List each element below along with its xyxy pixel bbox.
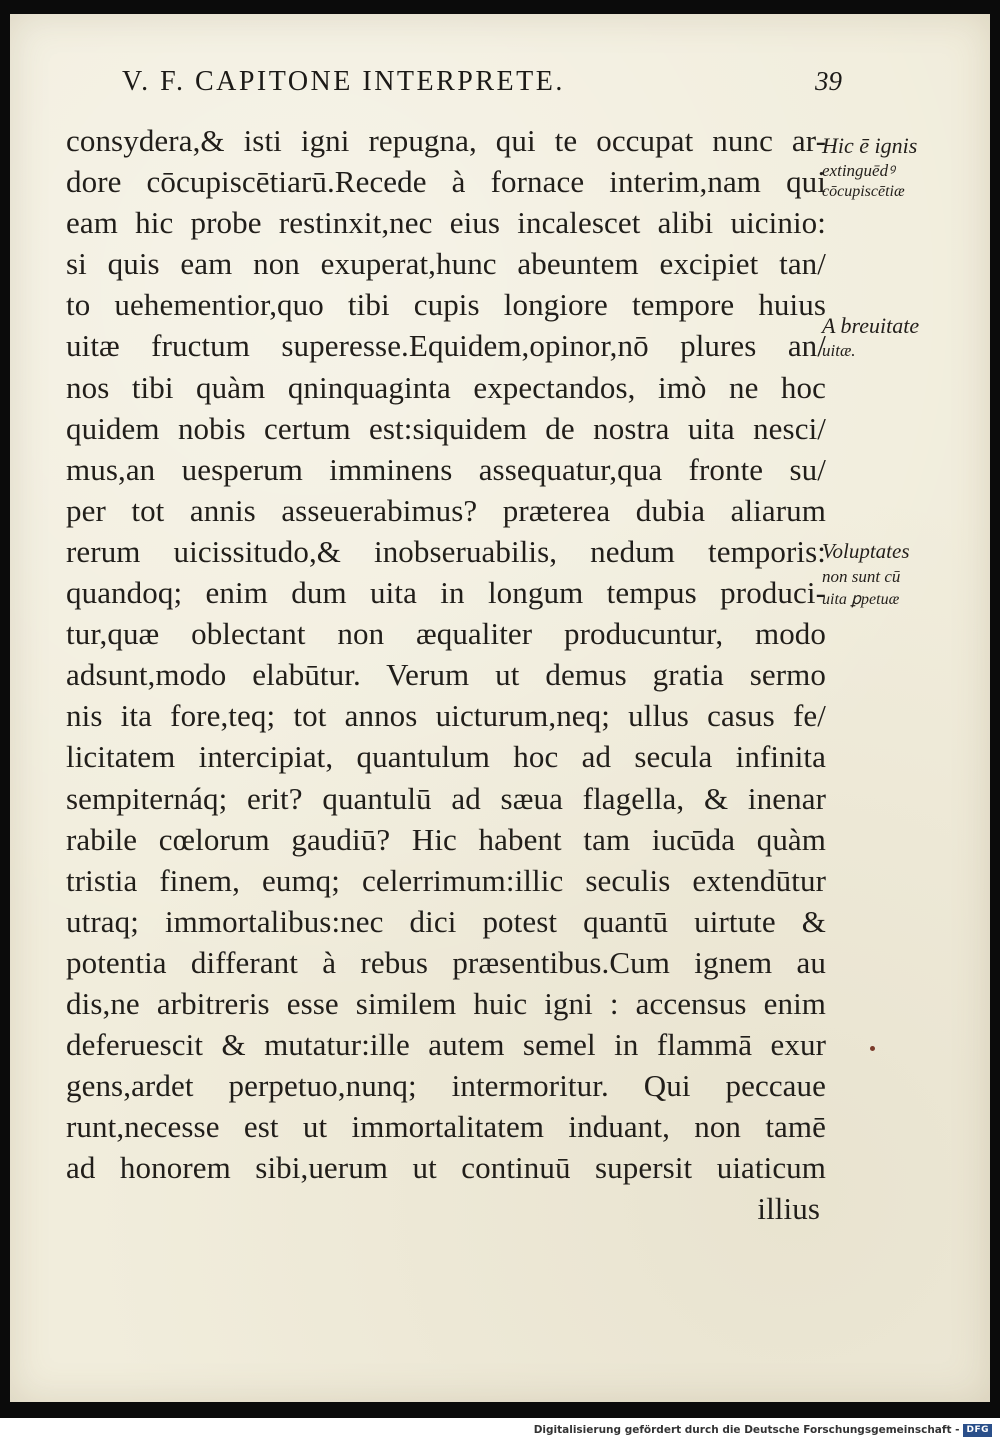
text-line: to uehementior,quo tibi cupis longiore tempore huius [66,287,826,323]
text-line: nis ita fore,teq; tot annos uicturum,neq; ullus casus fe/ [66,698,826,734]
text-line: deferuescit & mutatur:ille autem semel in flammā exur [66,1027,826,1063]
marginal-note-pleasures [822,538,972,611]
marginal-line: uita ꝑpetuæ [822,591,900,608]
text-line: potentia differant à rebus præsentibus.Cum ignem au [66,944,826,980]
ink-speck [870,1046,875,1051]
text-line: runt,necesse est ut immortalitatem induant, non tamē [66,1109,826,1145]
text-line: dis,ne arbitreris esse similem huic igni : accensus enim [66,985,826,1021]
text-line: licitatem intercipiat, quantulum hoc ad secula infinita [66,739,826,775]
text-line: per tot annis asseuerabimus? præterea dubia aliarum [66,492,826,528]
catchword: illius [757,1191,820,1227]
text-line: si quis eam non exuperat,hunc abeuntem excipiet tan/ [66,246,826,282]
marginal-line: extinguēdꝰ [822,161,895,180]
text-line: eam hic probe restinxit,nec eius incalescet alibi uicinio: [66,205,826,241]
text-line: gens,ardet perpetuo,nunq; intermoritur. Qui peccaue [66,1068,826,1104]
text-line: uitæ fructum superesse.Equidem,opinor,nō plures an/ [66,328,826,364]
marginal-line: Hic ē ignis [822,133,918,158]
marginal-note-brevity [822,312,972,362]
dfg-logo: DFG [963,1424,992,1437]
text-line: quandoq; enim dum uita in longum tempus produci- [66,575,826,611]
text-line: dore cōcupiscētiarū.Recede à fornace interim,nam qui [66,164,826,200]
marginal-line: non sunt cū [822,567,901,586]
text-line: sempiternáq; erit? quantulū ad sæua flagella, & inenar [66,780,826,816]
text-line: rabile cœlorum gaudiū? Hic habent tam iucūda quàm [66,821,826,857]
marginal-line: cōcupiscētiæ [822,183,905,200]
text-line: tur,quæ oblectant non æqualiter producuntur, modo [66,616,826,652]
credit-text: Digitalisierung gefördert durch die Deutsche Forschungsgemeinschaft - [533,1424,960,1436]
running-head: V. F. CAPITONE INTERPRETE. [122,66,565,97]
text-line: ad honorem sibi,uerum ut continuū supersit uiaticum [66,1150,826,1186]
text-line: consydera,& isti igni repugna, qui te occupat nunc ar- [66,123,826,158]
marginal-note-fire [822,132,972,202]
text-line: mus,an uesperum imminens assequatur,qua fronte su/ [66,451,826,487]
body-text [66,120,826,1230]
marginal-line: Voluptates [822,539,910,563]
text-line: rerum uicissitudo,& inobseruabilis, nedum temporis: [66,533,826,569]
text-line: adsunt,modo elabūtur. Verum ut demus gratia sermo [66,657,826,693]
text-line: nos tibi quàm qninquaginta expectandos, imò ne hoc [66,369,826,405]
book-page [10,14,990,1402]
page-number: 39 [815,66,842,96]
page-header [122,66,842,110]
text-line: quidem nobis certum est:siquidem de nostra uita nesci/ [66,410,826,446]
marginal-line: uitæ. [822,341,856,360]
text-line: utraq; immortalibus:nec dici potest quantū uirtute & [66,903,826,939]
digitization-credit [534,1422,992,1438]
text-line: tristia finem, eumq; celerrimum:illic seculis extendūtur [66,862,826,898]
marginal-line: A breuitate [822,313,920,338]
